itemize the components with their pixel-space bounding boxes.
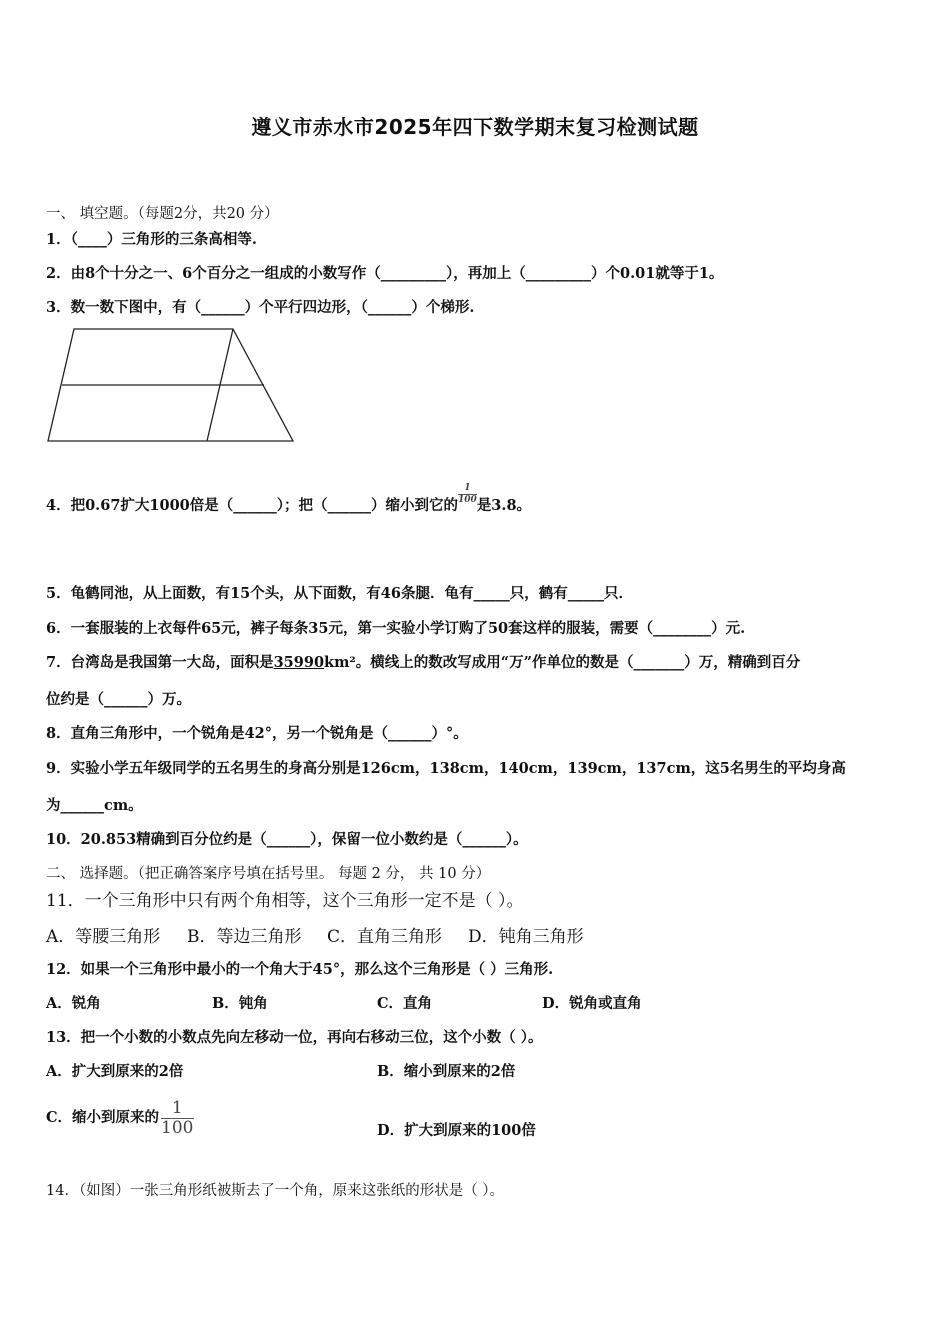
q4-text-after: 是3.8。 <box>476 497 532 514</box>
question-13: 13．把一个小数的小数点先向左移动一位，再向右移动三位，这个小数（ ）。 <box>46 1029 543 1046</box>
question-10: 10．20.853精确到百分位约是（______），保留一位小数约是（______）。 <box>46 831 528 848</box>
q12-option-d: D．锐角或直角 <box>542 995 642 1012</box>
q11-option-b: B．等边三角形 <box>187 927 302 947</box>
question-9-line2: 为______cm。 <box>46 797 143 814</box>
q13-option-c-fraction <box>161 1097 194 1138</box>
q13-option-b: B．缩小到原来的2倍 <box>377 1063 516 1080</box>
q13-option-c-text: C．缩小到原来的 <box>46 1109 160 1126</box>
q11-option-a: A．等腰三角形 <box>46 927 161 947</box>
question-8: 8．直角三角形中，一个锐角是42°，另一个锐角是（______）°。 <box>46 725 468 742</box>
q4-fraction-denominator: 100 <box>458 494 477 505</box>
question-11: 11．一个三角形中只有两个角相等，这个三角形一定不是（ ）。 <box>46 891 524 911</box>
section1-header: 一、 填空题。（每题2分，共20 分） <box>46 206 279 222</box>
question-9: 9．实验小学五年级同学的五名男生的身高分别是126cm，138cm，140cm，139cm，137cm，这5名男生的平均身高 <box>46 760 846 777</box>
trapezoid-figure <box>44 326 300 446</box>
q12-option-c: C．直角 <box>377 995 433 1012</box>
q12-option-a: A．锐角 <box>46 995 101 1012</box>
q11-option-d: D．钝角三角形 <box>468 927 584 947</box>
question-14: 14．（如图）一张三角形纸被斯去了一个角，原来这张纸的形状是（ ）。 <box>46 1183 505 1199</box>
q4-text-before: 4．把0.67扩大1000倍是（______）；把（______）缩小到它的 <box>46 497 459 514</box>
question-12: 12．如果一个三角形中最小的一个角大于45°，那么这个三角形是（ ）三角形. <box>46 961 554 978</box>
q11-option-c: C．直角三角形 <box>327 927 443 947</box>
q7-underlined-number: 35990 <box>273 654 325 671</box>
question-7-line2: 位约是（______）万。 <box>46 691 191 708</box>
question-6: 6．一套服装的上衣每件65元，裤子每条35元，第一实验小学订购了50套这样的服装，需要（________）元. <box>46 620 746 637</box>
q4-fraction-numerator: 1 <box>458 484 477 495</box>
question-3: 3．数一数下图中，有（______）个平行四边形，（______）个梯形. <box>46 299 475 316</box>
question-1: 1．（____）三角形的三条高相等. <box>46 231 257 248</box>
question-4 <box>46 482 532 517</box>
q13-option-c <box>46 1094 194 1142</box>
question-7 <box>46 651 800 672</box>
q13-fraction-denominator: 100 <box>161 1117 194 1138</box>
question-5: 5．龟鹤同池，从上面数，有15个头，从下面数，有46条腿．龟有_____只，鹤有_____只． <box>46 585 633 602</box>
q4-fraction <box>458 484 477 505</box>
q12-option-b: B．钝角 <box>212 995 268 1012</box>
q7-text-before: 7．台湾岛是我国第一大岛，面积是 <box>46 654 274 671</box>
q7-unit: km² <box>324 654 356 671</box>
question-2: 2．由8个十分之一、6个百分之一组成的小数写作（_________），再加上（_________）个0.01就等于1。 <box>46 265 724 282</box>
q7-text-after: 。横线上的数改写成用“万”作单位的数是（_______）万，精确到百分 <box>355 654 801 671</box>
page-title: 遵义市赤水市2025年四下数学期末复习检测试题 <box>251 115 699 139</box>
q13-fraction-numerator: 1 <box>161 1100 193 1119</box>
q13-option-d: D．扩大到原来的100倍 <box>377 1122 536 1139</box>
q13-option-a: A．扩大到原来的2倍 <box>46 1063 184 1080</box>
section2-header: 二、 选择题。（把正确答案序号填在括号里。 每题 2 分， 共 10 分） <box>46 866 491 882</box>
